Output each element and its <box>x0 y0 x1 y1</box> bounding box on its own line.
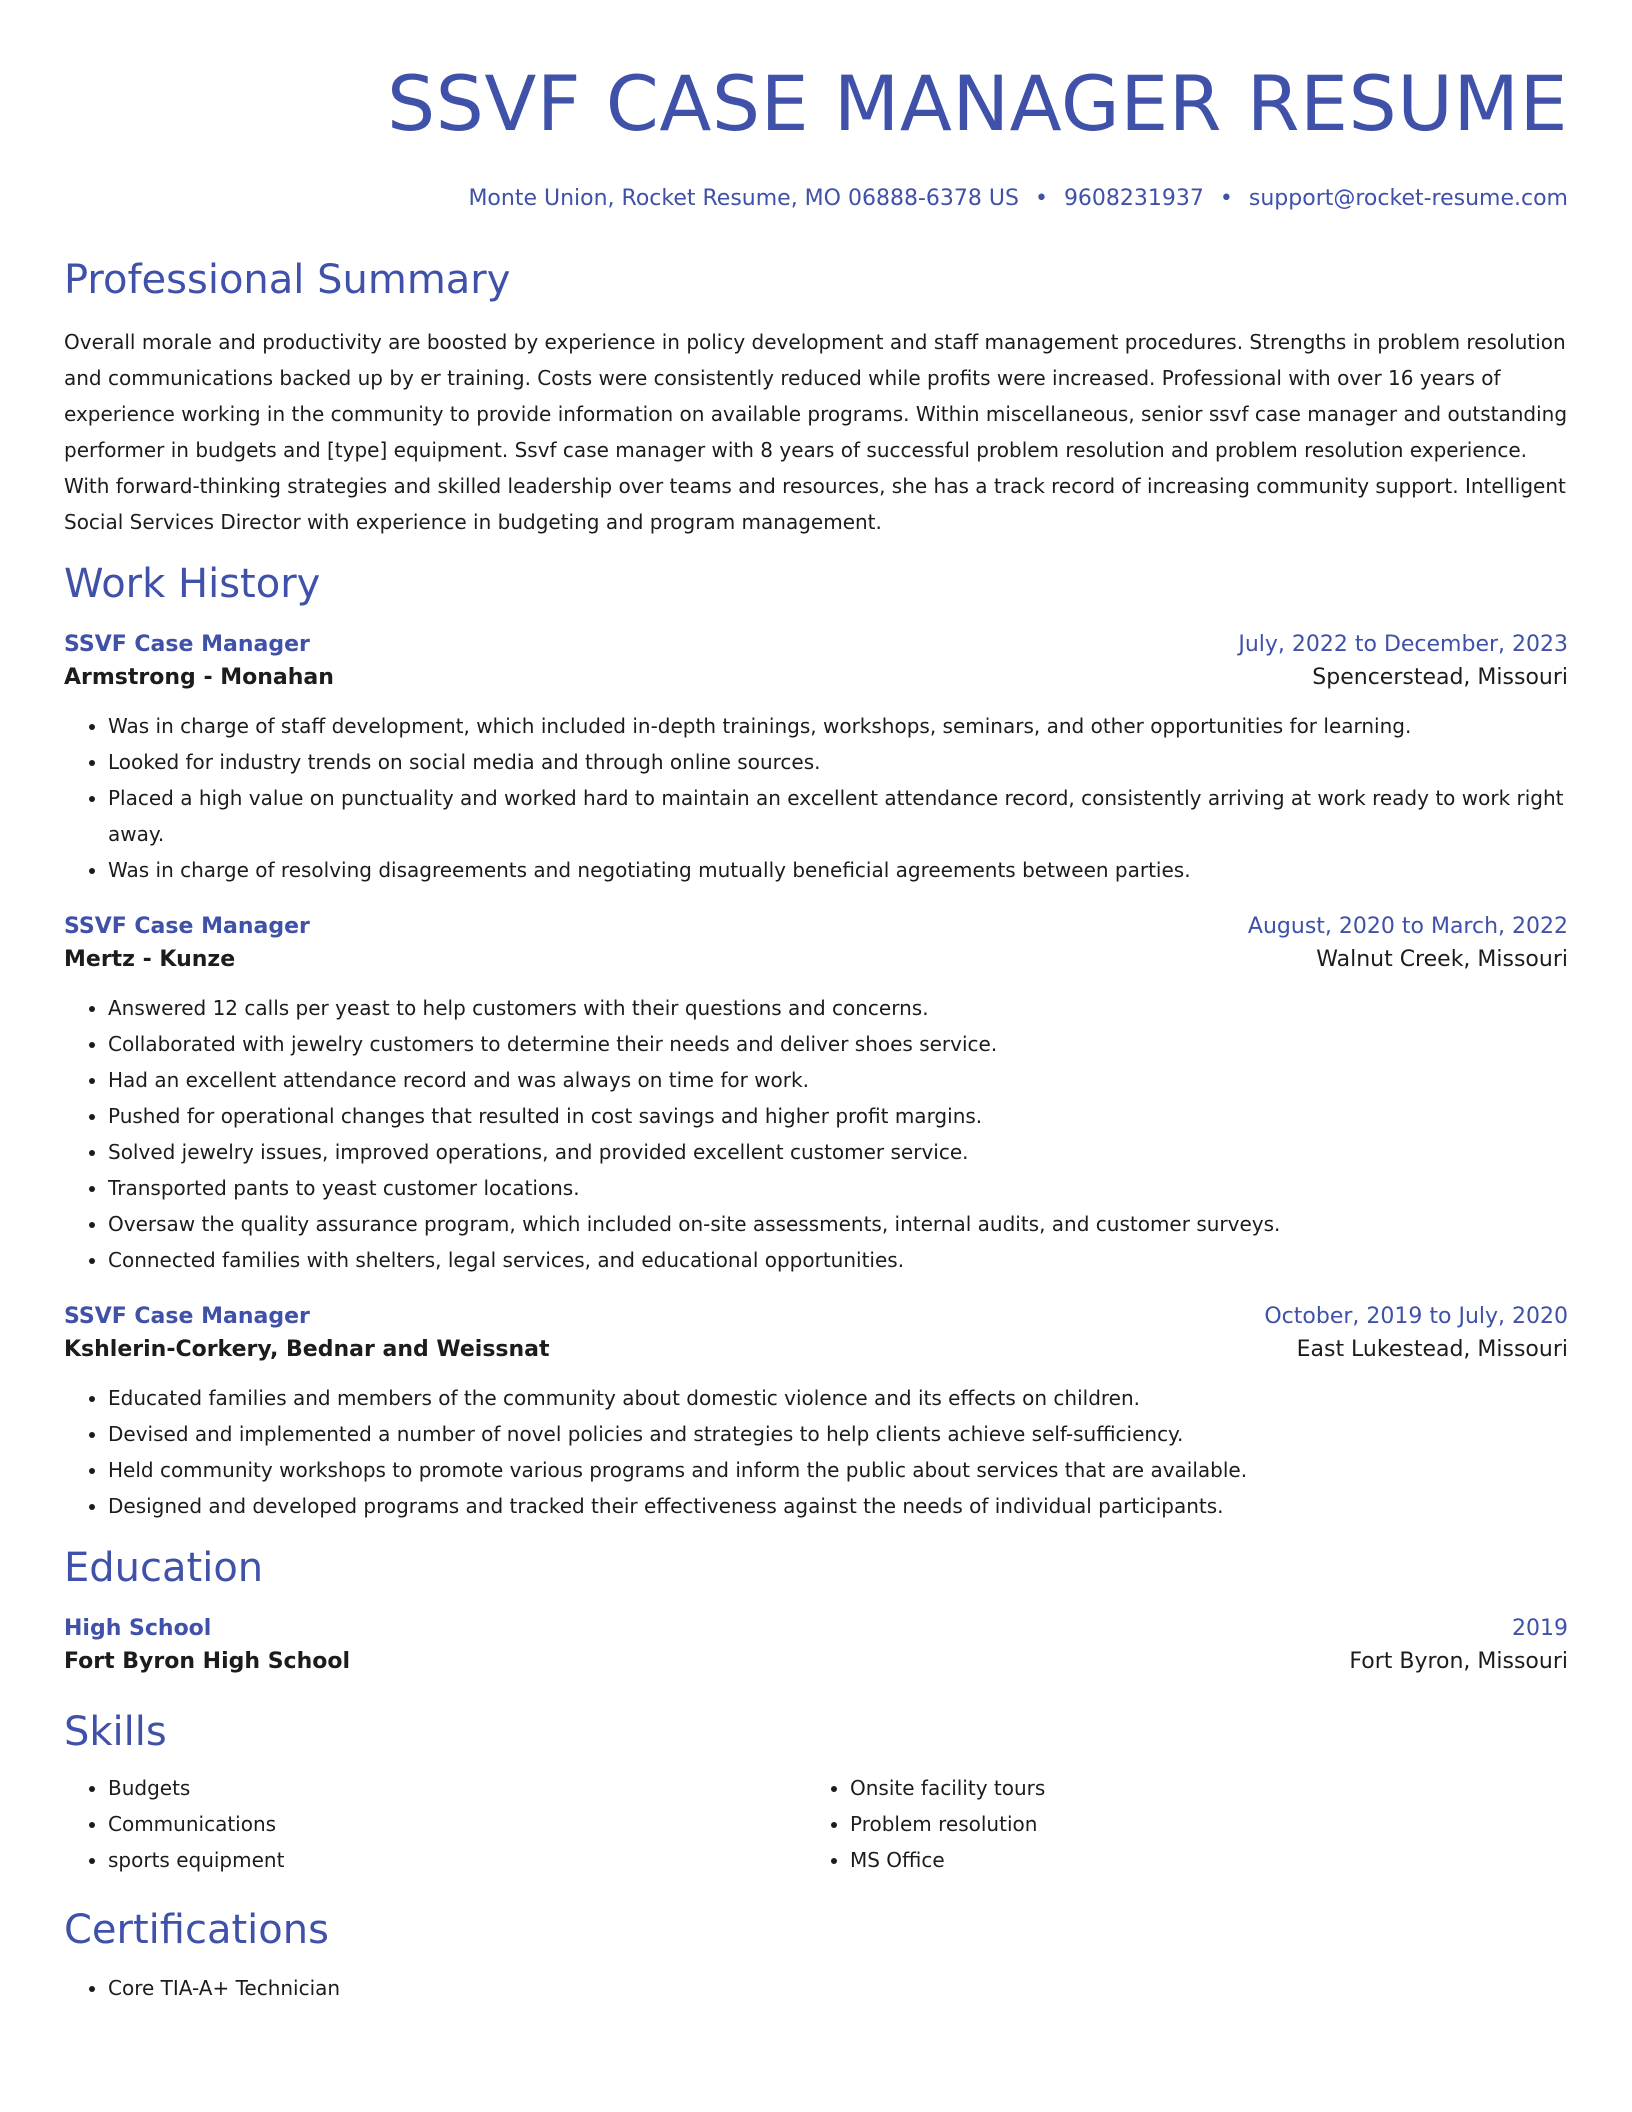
job-location: East Lukestead, Missouri <box>1296 1337 1568 1362</box>
education-heading: Education <box>64 1545 264 1591</box>
job-title: SSVF Case Manager <box>64 632 310 657</box>
job-employer: Armstrong - Monahan <box>64 665 334 690</box>
job-employer-row <box>64 660 1568 696</box>
job-bullet: • Placed a high value on punctuality and worked hard to maintain an excellent attendance record, consistently arriving at work ready to work right away. <box>108 780 1568 852</box>
contact-separator: • <box>1034 186 1048 211</box>
job-bullet: • Looked for industry trends on social media and through online sources. <box>108 744 1568 780</box>
job-bullet: • Was in charge of staff development, which included in-depth trainings, workshops, seminars, and other opportunities for learning. <box>108 708 1568 744</box>
contact-address: Monte Union, Rocket Resume, MO 06888-6378 US <box>468 186 1019 211</box>
job-header-row <box>64 630 1568 660</box>
job-bullet: • Devised and implemented a number of novel policies and strategies to help clients achieve self-sufficiency. <box>108 1416 1568 1452</box>
job-entry <box>64 912 1568 1278</box>
job-bullet: • Designed and developed programs and tracked their effectiveness against the needs of individual participants. <box>108 1488 1568 1524</box>
education-header-row <box>64 1614 1568 1644</box>
job-bullet: • Transported pants to yeast customer locations. <box>108 1170 1568 1206</box>
job-location: Spencerstead, Missouri <box>1312 665 1568 690</box>
job-bullet: • Had an excellent attendance record and was always on time for work. <box>108 1062 1568 1098</box>
skill-item: • Communications <box>108 1806 806 1842</box>
job-entry <box>64 1302 1568 1524</box>
contact-separator: • <box>1219 186 1233 211</box>
education-year: 2019 <box>1512 1616 1568 1641</box>
contact-line <box>64 184 1568 214</box>
job-bullet: • Educated families and members of the community about domestic violence and its effects on children. <box>108 1380 1568 1416</box>
job-entry <box>64 630 1568 888</box>
job-bullets <box>64 990 1568 1278</box>
skill-item: • Budgets <box>108 1770 806 1806</box>
job-employer: Mertz - Kunze <box>64 947 236 972</box>
summary-heading: Professional Summary <box>64 257 511 303</box>
certifications-list <box>64 1970 1568 2006</box>
job-bullets <box>64 1380 1568 1524</box>
education-entry <box>64 1614 1568 1680</box>
skills-list <box>64 1770 1568 1878</box>
certifications-heading: Certifications <box>64 1907 329 1953</box>
work-history-heading: Work History <box>64 561 321 607</box>
job-bullets <box>64 708 1568 888</box>
skill-item: • Onsite facility tours <box>850 1770 1548 1806</box>
job-bullet: • Was in charge of resolving disagreements and negotiating mutually beneficial agreements between parties. <box>108 852 1568 888</box>
job-title: SSVF Case Manager <box>64 1304 310 1329</box>
education-location: Fort Byron, Missouri <box>1349 1649 1568 1674</box>
job-dates: July, 2022 to December, 2023 <box>1238 632 1568 657</box>
certification-item: • Core TIA-A+ Technician <box>108 1970 1568 2006</box>
job-bullet: • Collaborated with jewelry customers to determine their needs and deliver shoes service. <box>108 1026 1568 1062</box>
education-school: Fort Byron High School <box>64 1649 351 1674</box>
job-header-row <box>64 912 1568 942</box>
skill-item: • Problem resolution <box>850 1806 1548 1842</box>
job-employer: Kshlerin-Corkery, Bednar and Weissnat <box>64 1337 550 1362</box>
job-location: Walnut Creek, Missouri <box>1316 947 1568 972</box>
skills-column-left <box>64 1770 806 1878</box>
skills-heading: Skills <box>64 1709 167 1755</box>
job-bullet: • Answered 12 calls per yeast to help customers with their questions and concerns. <box>108 990 1568 1026</box>
job-title: SSVF Case Manager <box>64 914 310 939</box>
job-bullet: • Held community workshops to promote various programs and inform the public about services that are available. <box>108 1452 1568 1488</box>
skills-column-right <box>806 1770 1548 1878</box>
resume-title: SSVF CASE MANAGER RESUME <box>386 59 1568 148</box>
job-bullet: • Solved jewelry issues, improved operations, and provided excellent customer service. <box>108 1134 1568 1170</box>
job-employer-row <box>64 1332 1568 1368</box>
job-bullet: • Connected families with shelters, legal services, and educational opportunities. <box>108 1242 1568 1278</box>
skill-item: • MS Office <box>850 1842 1548 1878</box>
contact-phone: 9608231937 <box>1063 186 1204 211</box>
job-employer-row <box>64 942 1568 978</box>
education-school-row <box>64 1644 1568 1680</box>
job-dates: October, 2019 to July, 2020 <box>1264 1304 1568 1329</box>
summary-text: Overall morale and productivity are boosted by experience in policy development and staff management procedures. Strengths in problem resolution and communications backed up by er training. Costs were consistently reduced while profits were increased. Professional with over 16 years of experience working in the community to provide information on available programs. Within miscellaneous, senior ssvf case manager and outstanding performer in budgets and [type] equipment. Ssvf case manager with 8 years of successful problem resolution and problem resolution experience. With forward-thinking strategies and skilled leadership over teams and resources, she has a track record of increasing community support. Intelligent Social Services Director with experience in budgeting and program management. <box>64 330 1568 534</box>
contact-email: support@rocket-resume.com <box>1248 186 1568 211</box>
education-degree: High School <box>64 1616 212 1641</box>
job-bullet: • Oversaw the quality assurance program, which included on-site assessments, internal audits, and customer surveys. <box>108 1206 1568 1242</box>
job-dates: August, 2020 to March, 2022 <box>1247 914 1568 939</box>
job-bullet: • Pushed for operational changes that resulted in cost savings and higher profit margins. <box>108 1098 1568 1134</box>
job-header-row <box>64 1302 1568 1332</box>
skill-item: • sports equipment <box>108 1842 806 1878</box>
